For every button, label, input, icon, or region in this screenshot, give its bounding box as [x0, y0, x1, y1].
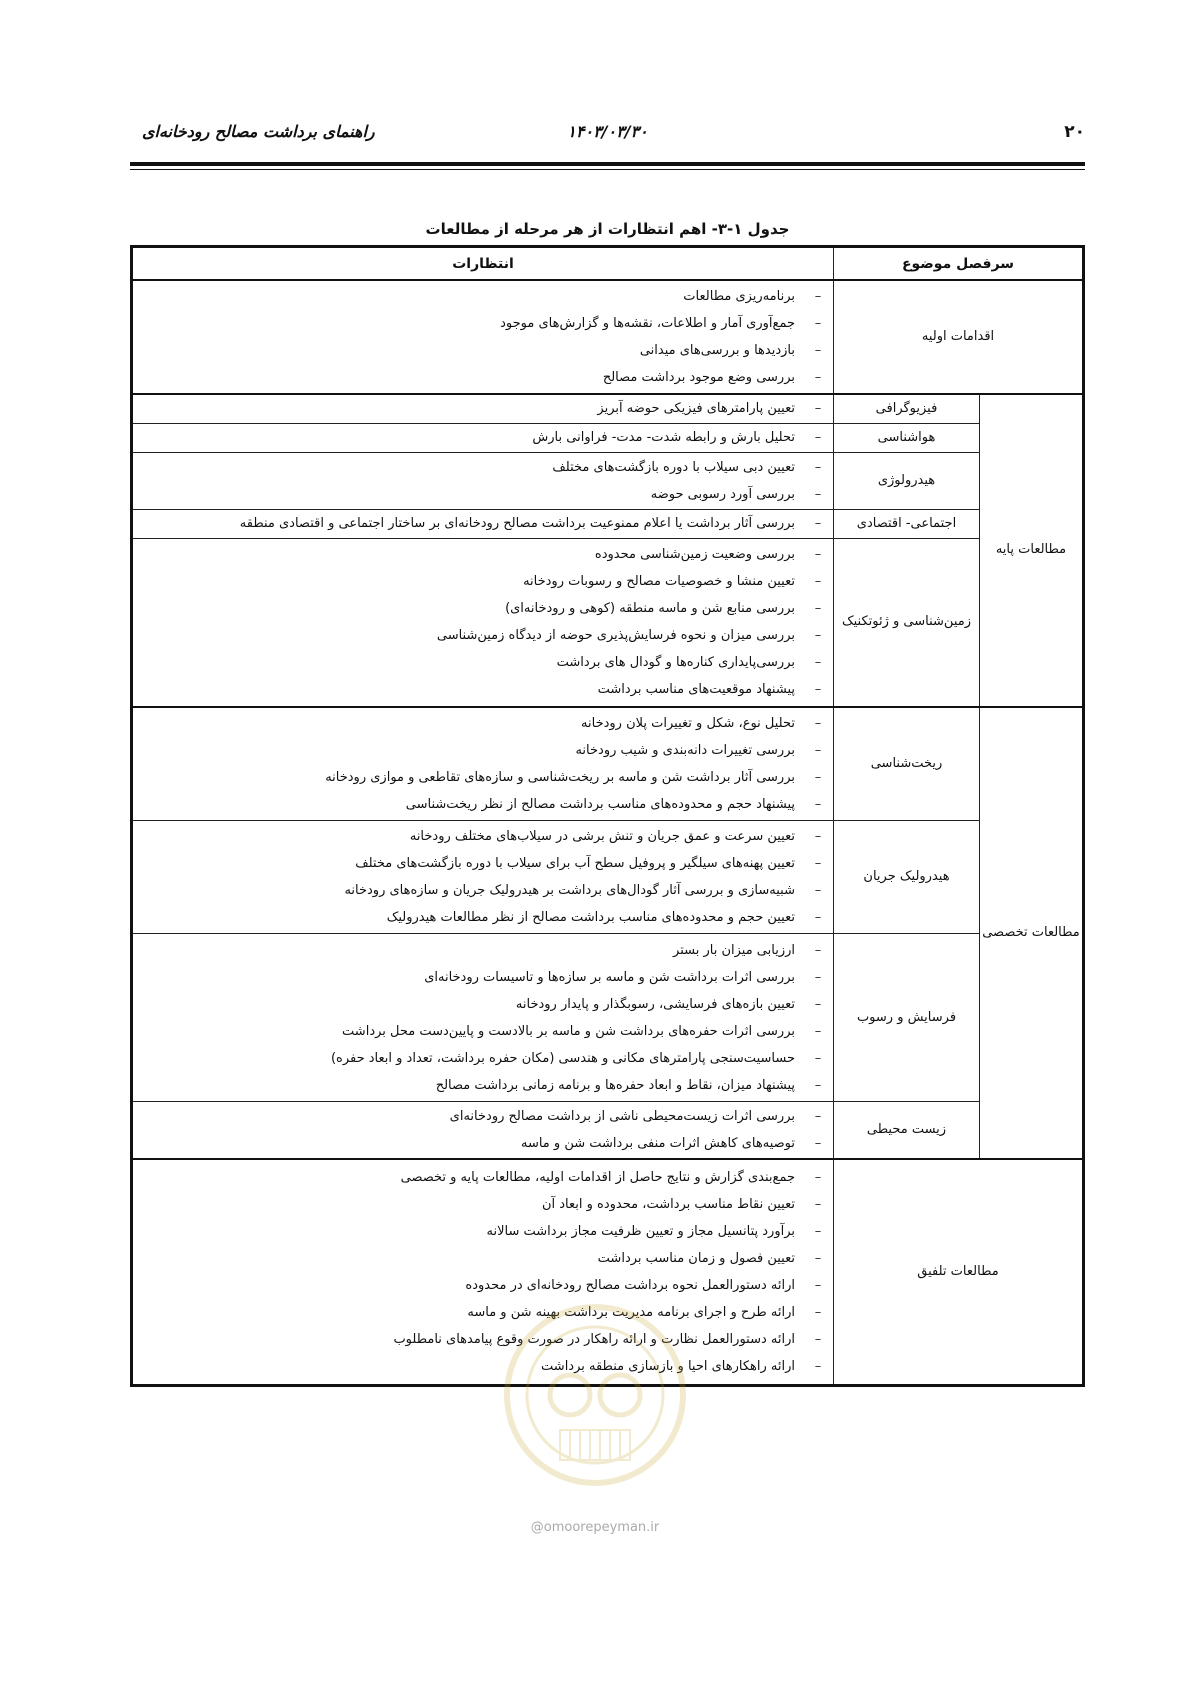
header-date: ۱۴۰۳/۰۳/۳۰	[567, 122, 648, 141]
page-header	[130, 122, 1085, 148]
watermark-logo	[500, 1300, 690, 1490]
topic-cell: اقدامات اولیه	[834, 280, 1084, 394]
item-text: بررسی آثار برداشت یا اعلام ممنوعیت برداشت مصالح رودخانه‌ای بر ساختار اجتماعی و اقتصادی منطقه	[239, 516, 795, 532]
item-text: بازدیدها و بررسی‌های میدانی	[639, 342, 795, 358]
items-cell	[132, 280, 834, 394]
topic-cell: هیدرولوژی	[834, 452, 980, 509]
bullet-dash: –	[814, 1170, 822, 1186]
bullet-dash: –	[814, 996, 822, 1012]
bullet-dash: –	[814, 315, 822, 331]
list-item	[133, 1045, 833, 1072]
items-cell	[132, 821, 834, 934]
item-text: بررسی وضعیت زمین‌شناسی محدوده	[594, 547, 795, 563]
table-row	[132, 452, 1084, 509]
list-item	[133, 1326, 833, 1353]
item-text: تحلیل نوع، شکل و تغییرات پلان رودخانه	[581, 716, 795, 732]
item-text: پیشنهاد حجم و محدوده‌های مناسب برداشت مصالح از نظر ریخت‌شناسی	[405, 797, 795, 813]
item-text: توصیه‌های کاهش اثرات منفی برداشت شن و ماسه	[520, 1136, 795, 1152]
list-item	[133, 283, 833, 310]
bullet-dash: –	[814, 797, 822, 813]
bullet-dash: –	[814, 1251, 822, 1267]
list-item	[133, 1299, 833, 1326]
list-item	[133, 964, 833, 991]
items-cell	[132, 452, 834, 509]
topic-cell: اجتماعی- اقتصادی	[834, 509, 980, 538]
bullet-dash: –	[814, 1050, 822, 1066]
table-row	[132, 538, 1084, 707]
item-text: بررسی آثار برداشت شن و ماسه بر ریخت‌شناسی و سازه‌های تقاطعی و موازی رودخانه	[325, 770, 795, 786]
bullet-dash: –	[814, 369, 822, 385]
header-expectations: انتظارات	[132, 247, 834, 281]
list-item	[133, 541, 833, 568]
item-text: تعیین دبی سیلاب با دوره بازگشت‌های مختلف	[552, 459, 795, 475]
bullet-dash: –	[814, 942, 822, 958]
item-text: پیشنهاد موقعیت‌های مناسب برداشت	[597, 682, 795, 698]
group-specialized: مطالعات تخصصی	[980, 707, 1084, 1159]
table-row	[132, 423, 1084, 452]
items-cell	[132, 538, 834, 707]
item-text: بررسی وضع موجود برداشت مصالح	[602, 369, 795, 385]
topic-cell: هواشناسی	[834, 423, 980, 452]
item-text: جمع‌بندی گزارش و نتایج حاصل از اقدامات اولیه، مطالعات پایه و تخصصی	[400, 1170, 795, 1186]
list-item	[133, 337, 833, 364]
item-text: بررسی میزان و نحوه فرسایش‌پذیری حوضه از دیدگاه زمین‌شناسی	[436, 628, 795, 644]
item-text: تعیین فصول و زمان مناسب برداشت	[597, 1251, 795, 1267]
header-topic: سرفصل موضوع	[834, 247, 1084, 281]
topic-cell: مطالعات تلفیق	[834, 1159, 1084, 1385]
item-text: بررسی اثرات برداشت شن و ماسه بر سازه‌ها و تاسیسات رودخانه‌ای	[424, 969, 795, 985]
item-text: تعیین نقاط مناسب برداشت، محدوده و ابعاد آن	[541, 1197, 795, 1213]
list-item	[133, 454, 833, 481]
bullet-dash: –	[814, 1359, 822, 1375]
bullet-dash: –	[814, 486, 822, 502]
list-item	[133, 1353, 833, 1380]
topic-cell: فیزیوگرافی	[834, 394, 980, 423]
item-text: تعیین منشا و خصوصیات مصالح و رسوبات رودخانه	[523, 574, 795, 590]
bullet-dash: –	[814, 1077, 822, 1093]
bullet-dash: –	[814, 601, 822, 617]
item-text: بررسی‌پایداری کناره‌ها و گودال های برداشت	[556, 655, 795, 671]
list-item	[133, 764, 833, 791]
list-item	[133, 424, 833, 451]
item-text: تحلیل بارش و رابطه شدت- مدت- فراوانی بارش	[532, 430, 795, 446]
list-item	[133, 904, 833, 931]
item-text: ارائه راهکارهای احیا و بازسازی منطقه برداشت	[541, 1359, 795, 1375]
header-rule-thick	[130, 162, 1085, 166]
list-item	[133, 737, 833, 764]
items-cell	[132, 707, 834, 820]
list-item	[133, 1072, 833, 1099]
list-item	[133, 622, 833, 649]
topic-cell: ریخت‌شناسی	[834, 707, 980, 820]
bullet-dash: –	[814, 743, 822, 759]
table-row	[132, 821, 1084, 934]
bullet-dash: –	[814, 1197, 822, 1213]
list-item	[133, 481, 833, 508]
list-item	[133, 310, 833, 337]
bullet-dash: –	[814, 401, 822, 417]
list-item	[133, 676, 833, 703]
list-item	[133, 510, 833, 537]
list-item	[133, 1218, 833, 1245]
list-item	[133, 791, 833, 818]
list-item	[133, 1130, 833, 1157]
topic-cell: زمین‌شناسی و ژئوتکنیک	[834, 538, 980, 707]
bullet-dash: –	[814, 547, 822, 563]
items-cell	[132, 423, 834, 452]
bullet-dash: –	[814, 1278, 822, 1294]
item-text: بررسی منابع شن و ماسه منطقه (کوهی و رودخانه‌ای)	[505, 601, 795, 617]
item-text: جمع‌آوری آمار و اطلاعات، نقشه‌ها و گزارش‌های موجود	[500, 315, 795, 331]
header-title: راهنمای برداشت مصالح رودخانه‌ای	[142, 122, 375, 141]
item-text: ارائه طرح و اجرای برنامه مدیریت برداشت بهینه شن و ماسه	[467, 1305, 795, 1321]
bullet-dash: –	[814, 1023, 822, 1039]
list-item	[133, 877, 833, 904]
item-text: پیشنهاد میزان، نقاط و ابعاد حفره‌ها و برنامه زمانی برداشت مصالح	[435, 1077, 795, 1093]
items-cell	[132, 1159, 834, 1385]
bullet-dash: –	[814, 459, 822, 475]
items-cell	[132, 509, 834, 538]
bullet-dash: –	[814, 1224, 822, 1240]
bullet-dash: –	[814, 770, 822, 786]
bullet-dash: –	[814, 430, 822, 446]
bullet-dash: –	[814, 628, 822, 644]
list-item	[133, 1103, 833, 1130]
item-text: بررسی آورد رسوبی حوضه	[650, 486, 795, 502]
list-item	[133, 1191, 833, 1218]
table-row	[132, 707, 1084, 820]
bullet-dash: –	[814, 882, 822, 898]
bullet-dash: –	[814, 1305, 822, 1321]
bullet-dash: –	[814, 288, 822, 304]
list-item	[133, 395, 833, 422]
bullet-dash: –	[814, 828, 822, 844]
list-item	[133, 1245, 833, 1272]
bullet-dash: –	[814, 1136, 822, 1152]
items-cell	[132, 394, 834, 423]
item-text: برنامه‌ریزی مطالعات	[683, 288, 795, 304]
item-text: تعیین بازه‌های فرسایشی، رسوبگذار و پایدار رودخانه	[515, 996, 795, 1012]
bullet-dash: –	[814, 682, 822, 698]
item-text: ارائه دستورالعمل نحوه برداشت مصالح رودخانه‌ای در محدوده	[465, 1278, 795, 1294]
item-text: تعیین حجم و محدوده‌های مناسب برداشت مصالح از نظر مطالعات هیدرولیک	[386, 909, 795, 925]
item-text: تعیین سرعت و عمق جریان و تنش برشی در سیلاب‌های مختلف رودخانه	[409, 828, 795, 844]
bullet-dash: –	[814, 516, 822, 532]
group-basic: مطالعات پایه	[980, 394, 1084, 707]
bullet-dash: –	[814, 1332, 822, 1348]
table-row	[132, 280, 1084, 394]
table-row	[132, 394, 1084, 423]
topic-cell: هیدرولیک جریان	[834, 821, 980, 934]
item-text: تعیین پارامترهای فیزیکی حوضه آبریز	[597, 401, 795, 417]
item-text: ارزیابی میزان بار بستر	[673, 942, 795, 958]
list-item	[133, 850, 833, 877]
bullet-dash: –	[814, 574, 822, 590]
bullet-dash: –	[814, 909, 822, 925]
table-row	[132, 933, 1084, 1102]
item-text: بررسی تغییرات دانه‌بندی و شیب رودخانه	[575, 743, 795, 759]
item-text: بررسی اثرات حفره‌های برداشت شن و ماسه بر بالادست و پایین‌دست محل برداشت	[342, 1023, 795, 1039]
topic-cell: زیست محیطی	[834, 1102, 980, 1159]
list-item	[133, 1272, 833, 1299]
items-cell	[132, 933, 834, 1102]
bullet-dash: –	[814, 1109, 822, 1125]
list-item	[133, 710, 833, 737]
list-item	[133, 991, 833, 1018]
list-item	[133, 595, 833, 622]
list-item	[133, 937, 833, 964]
bullet-dash: –	[814, 855, 822, 871]
items-cell	[132, 1102, 834, 1159]
table-row	[132, 1102, 1084, 1159]
list-item	[133, 1164, 833, 1191]
item-text: بررسی اثرات زیست‌محیطی ناشی از برداشت مصالح رودخانه‌ای	[449, 1109, 795, 1125]
expectations-table	[130, 245, 1085, 1387]
item-text: تعیین پهنه‌های سیلگیر و پروفیل سطح آب برای سیلاب با دوره بازگشت‌های مختلف	[355, 855, 795, 871]
bullet-dash: –	[814, 716, 822, 732]
table-caption: جدول ۱-۳- اهم انتظارات از هر مرحله از مطالعات	[425, 220, 790, 238]
list-item	[133, 823, 833, 850]
item-text: ارائه دستورالعمل نظارت و ارائه راهکار در صورت وقوع پیامدهای نامطلوب	[393, 1332, 795, 1348]
page-number: ۲۰	[1064, 122, 1085, 142]
item-text: حساسیت‌سنجی پارامترهای مکانی و هندسی (مکان حفره برداشت، تعداد و ابعاد حفره)	[330, 1050, 795, 1066]
item-text: برآورد پتانسیل مجاز و تعیین ظرفیت مجاز برداشت سالانه	[486, 1224, 795, 1240]
list-item	[133, 364, 833, 391]
watermark-site: @omoorepeyman.ir	[530, 1520, 660, 1535]
bullet-dash: –	[814, 655, 822, 671]
list-item	[133, 568, 833, 595]
header-rule-thin	[130, 169, 1085, 170]
table-row	[132, 509, 1084, 538]
bullet-dash: –	[814, 342, 822, 358]
bullet-dash: –	[814, 969, 822, 985]
list-item	[133, 649, 833, 676]
item-text: شبیه‌سازی و بررسی آثار گودال‌های برداشت بر هیدرولیک جریان و سازه‌های رودخانه	[344, 882, 795, 898]
list-item	[133, 1018, 833, 1045]
topic-cell: فرسایش و رسوب	[834, 933, 980, 1102]
